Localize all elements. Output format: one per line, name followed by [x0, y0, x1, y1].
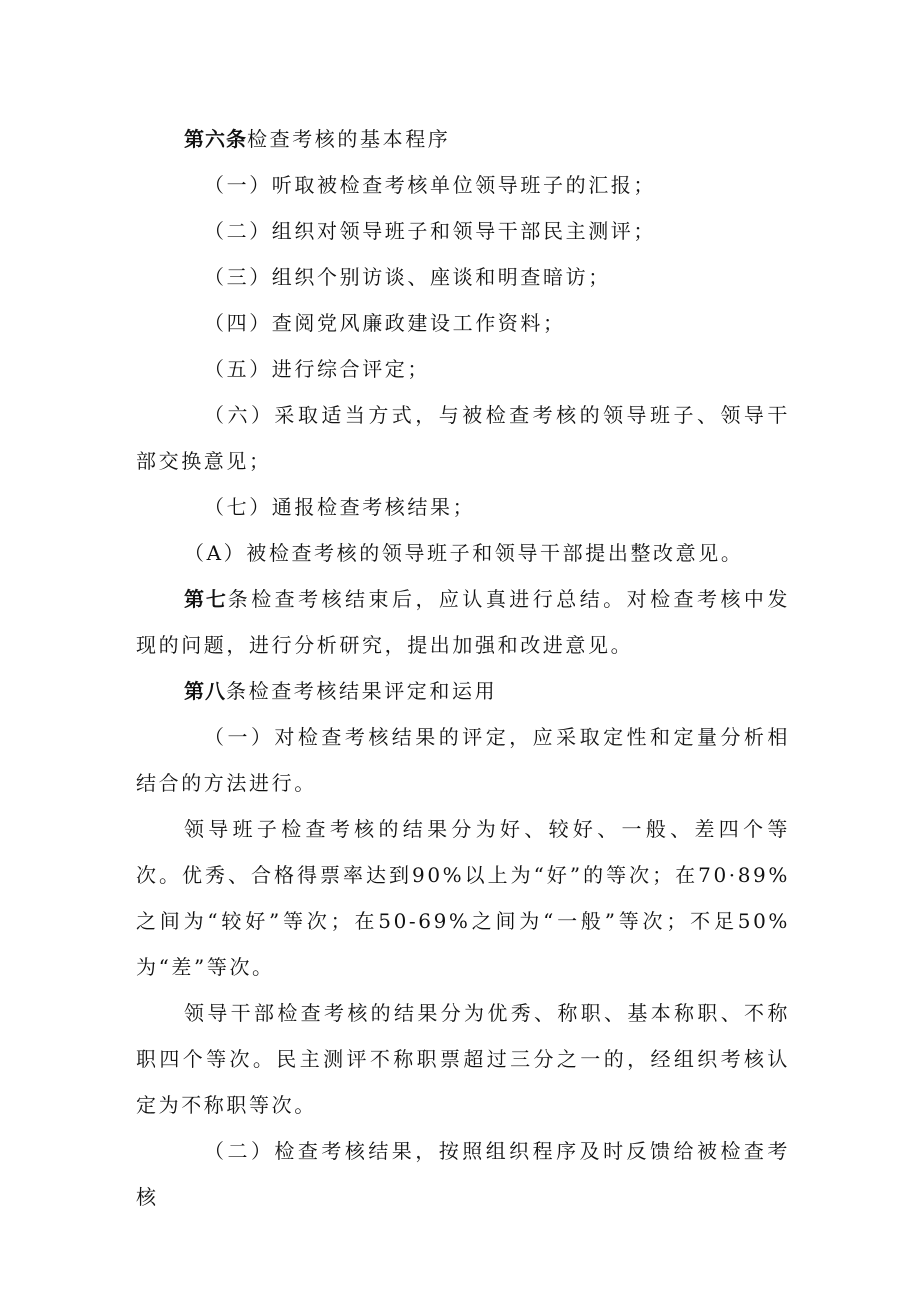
- paragraph-article-7: [136, 576, 790, 668]
- article-number: 第八: [184, 679, 226, 703]
- paragraph-item: （二）组织对领导班子和领导干部民主测评；: [204, 219, 656, 243]
- paragraph-item: （A）被检查考核的领导班子和领导干部提出整改意见。: [184, 541, 744, 565]
- paragraph-text: 检查考核的基本程序: [247, 127, 451, 151]
- paragraph-item: （六）采取适当方式，与被检查考核的领导班子、领导干部交换意见；: [136, 403, 790, 473]
- paragraph-item: （二）检查考核结果，按照组织程序及时反馈给被检查考核: [136, 1139, 790, 1209]
- paragraph-item: （五）进行综合评定；: [204, 357, 430, 381]
- article-number: 第六条: [184, 127, 247, 151]
- paragraph-item: （一）听取被检查考核单位领导班子的汇报；: [204, 173, 656, 197]
- paragraph-article-6-title: [136, 116, 790, 162]
- paragraph-body: 领导班子检查考核的结果分为好、较好、一般、差四个等次。优秀、合格得票率达到90%以上为“好”的等次；在70·89%之间为“较好”等次；在50-69%之间为“一般”等次；不足50%为“差”等次。: [136, 817, 790, 979]
- paragraph-item: （一）对检查考核结果的评定，应采取定性和定量分析相结合的方法进行。: [136, 725, 790, 795]
- paragraph-article-8-title: [136, 668, 790, 714]
- article-number: 第七: [184, 587, 228, 611]
- paragraph-item: （四）查阅党风廉政建设工作资料；: [204, 311, 566, 335]
- paragraph-item: （三）组织个别访谈、座谈和明查暗访；: [204, 265, 611, 289]
- paragraph-body: 领导干部检查考核的结果分为优秀、称职、基本称职、不称职四个等次。民主测评不称职票超过三分之一的，经组织考核认定为不称职等次。: [136, 1001, 790, 1117]
- paragraph-item: （七）通报检查考核结果；: [204, 495, 476, 519]
- paragraph-text: 条检查考核结束后，应认真进行总结。对检查考核中发现的问题，进行分析研究，提出加强和改进意见。: [136, 587, 791, 657]
- paragraph-text: 条检查考核结果评定和运用: [226, 679, 498, 703]
